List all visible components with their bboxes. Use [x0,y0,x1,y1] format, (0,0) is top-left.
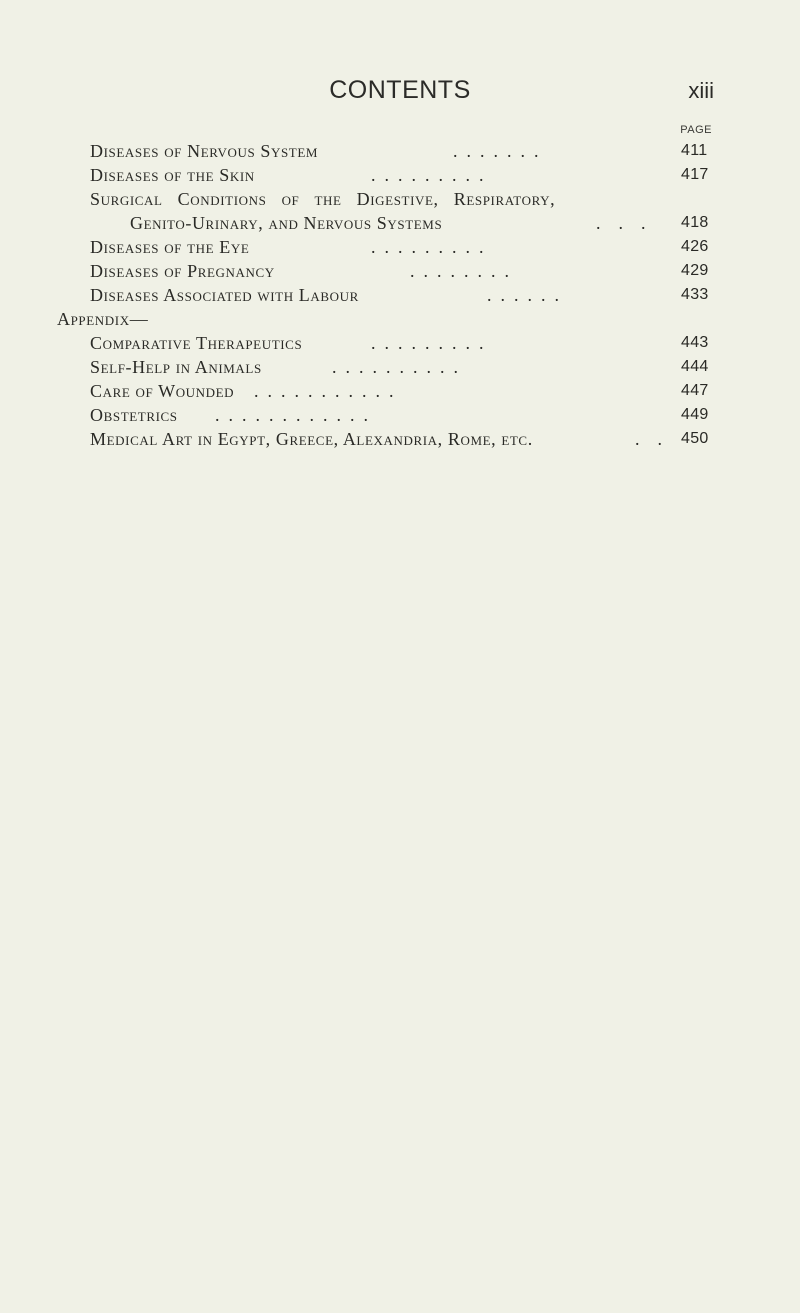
toc-entry-page: 433 [681,286,709,303]
toc-entry-title: Diseases of Nervous System [90,141,319,161]
appendix-entry-leader: . . . . . . . . . . [332,357,458,377]
toc-entry-page: 426 [681,238,709,255]
toc-entry-title: Diseases of the Eye [90,237,250,257]
toc-entry-page: 411 [681,142,708,159]
appendix-entry-page: 443 [681,334,709,351]
page-column-label: PAGE [680,124,712,136]
toc-entry [0,163,800,187]
page-header-title: CONTENTS [329,76,471,104]
toc-entry-title: Genito-Urinary, and Nervous Systems [130,213,443,233]
toc-entry-leader: . . . . . . . . [410,261,509,281]
toc-entry-leader: . . . . . . . [453,141,539,161]
toc-entry-leader: . . . . . . . . . [371,237,484,257]
appendix-entry-leader: . . [635,429,662,449]
toc-entry-leader: . . . . . . . . . [371,165,484,185]
appendix-entry [0,427,800,451]
toc-entry [0,211,800,235]
appendix-entry [0,331,800,355]
appendix-entry [0,379,800,403]
toc-entry [0,259,800,283]
appendix-entry [0,355,800,379]
appendix-entry-title: Medical Art in Egypt, Greece, Alexandria, Rome, etc. [90,429,533,449]
appendix-entry-leader: . . . . . . . . . . . . [215,405,368,425]
appendix-entry-page: 444 [681,358,709,375]
appendix-heading: Appendix— [57,309,149,329]
toc-entry-page: 418 [681,214,709,231]
toc-entry-title: Diseases of Pregnancy [90,261,275,281]
toc-entry-page: 417 [681,166,709,183]
appendix-entry-title: Self-Help in Animals [90,357,262,377]
appendix-entry-page: 449 [681,406,709,423]
appendix-entry-leader: . . . . . . . . . [371,333,484,353]
toc-entry [0,139,800,163]
appendix-entry [0,403,800,427]
appendix-entry-page: 447 [681,382,709,399]
appendix-entry-page: 450 [681,430,709,447]
appendix-entry-title: Comparative Therapeutics [90,333,303,353]
toc-entry [0,235,800,259]
appendix-entry-title: Care of Wounded [90,381,235,401]
page-number: xiii [688,78,714,103]
appendix-entry-title: Obstetrics [90,405,178,425]
toc-entry-title: Surgical Conditions of the Digestive, Respiratory, [90,189,556,209]
toc-entry [0,187,800,211]
toc-entry-page: 429 [681,262,709,279]
toc-entry [0,283,800,307]
toc-entry-leader: . . . . . . [487,285,559,305]
toc-entry-leader: . . . [596,213,646,233]
toc-entry-title: Diseases Associated with Labour [90,285,359,305]
appendix-entry-leader: . . . . . . . . . . . [254,381,394,401]
toc-entry-title: Diseases of the Skin [90,165,255,185]
